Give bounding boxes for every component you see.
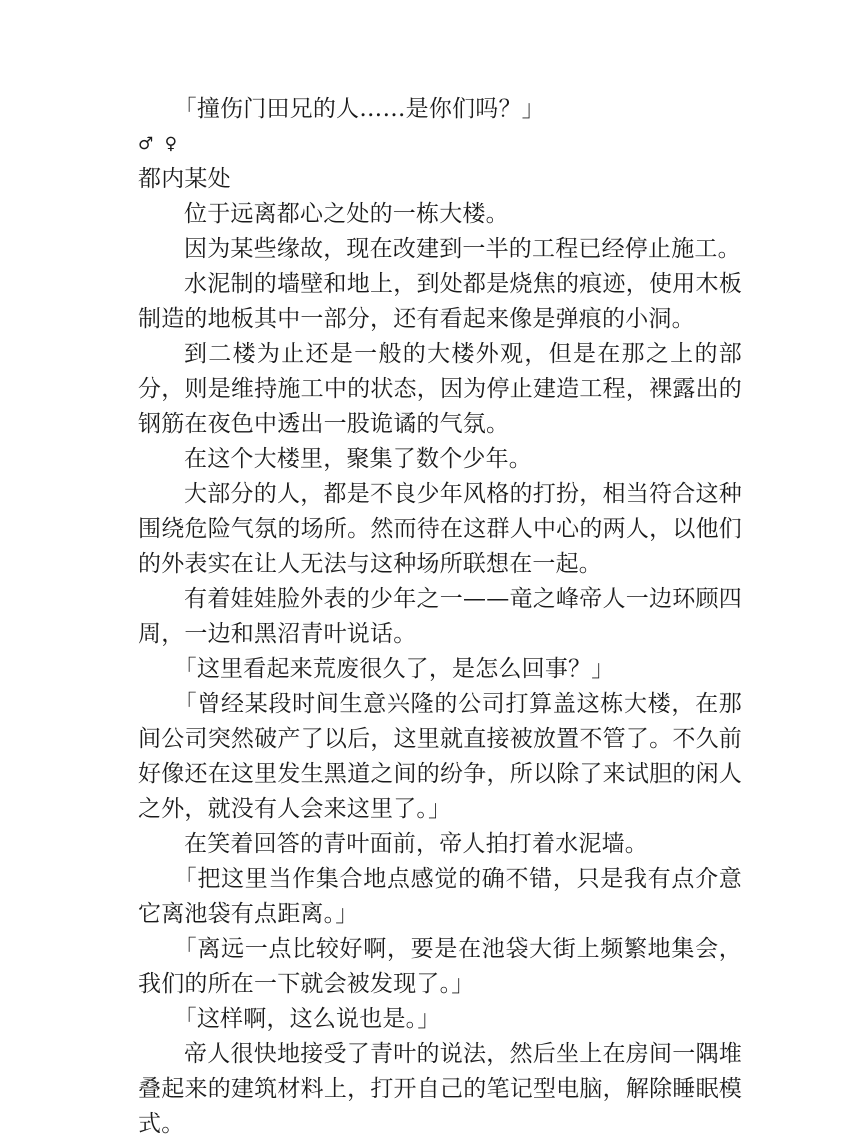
narration-paragraph: 到二楼为止还是一般的大楼外观，但是在那之上的部分，则是维持施工中的状态，因为停止建造工程，裸露出的钢筋在夜色中透出一股诡谲的气氛。 [138, 341, 742, 437]
narration-paragraph: 帝人很快地接受了青叶的说法，然后坐上在房间一隅堆叠起来的建筑材料上，打开自己的笔记型电脑，解除睡眠模式。 [138, 1041, 742, 1137]
dialogue-line: 「曾经某段时间生意兴隆的公司打算盖这栋大楼，在那间公司突然破产了以后，这里就直接被放置不管了。不久前好像还在这里发生黑道之间的纷争，所以除了来试胆的闲人之外，就没有人会来这里了。」 [138, 691, 742, 822]
dialogue-line: 「撞伤门田兄的人……是你们吗？」 [173, 96, 545, 122]
narration-paragraph: 有着娃娃脸外表的少年之一——竜之峰帝人一边环顾四周，一边和黑沼青叶说话。 [138, 586, 742, 647]
dialogue-line: 「离远一点比较好啊，要是在池袋大街上频繁地集会，我们的所在一下就会被发现了。」 [138, 936, 742, 997]
narration-paragraph: 在这个大楼里，聚集了数个少年。 [184, 446, 532, 472]
dialogue-line: 「这样啊，这么说也是。」 [173, 1006, 441, 1032]
dialogue-line: 「把这里当作集合地点感觉的确不错，只是我有点介意它离池袋有点距离。」 [138, 866, 742, 927]
scene-heading: 都内某处 [138, 166, 231, 192]
gender-symbols-line: ♂ ♀ [138, 134, 181, 154]
dialogue-line: 「这里看起来荒废很久了，是怎么回事？」 [173, 656, 615, 682]
narration-paragraph: 水泥制的墙壁和地上，到处都是烧焦的痕迹，使用木板制造的地板其中一部分，还有看起来像是弹痕的小洞。 [138, 271, 742, 332]
narration-paragraph: 在笑着回答的青叶面前，帝人拍打着水泥墙。 [184, 831, 648, 857]
narration-paragraph: 位于远离都心之处的一栋大楼。 [184, 201, 509, 227]
text-column [138, 92, 742, 1142]
narration-paragraph: 因为某些缘故，现在改建到一半的工程已经停止施工。 [184, 236, 741, 262]
narration-paragraph: 大部分的人，都是不良少年风格的打扮，相当符合这种围绕危险气氛的场所。然而待在这群人中心的两人，以他们的外表实在让人无法与这种场所联想在一起。 [138, 481, 742, 577]
